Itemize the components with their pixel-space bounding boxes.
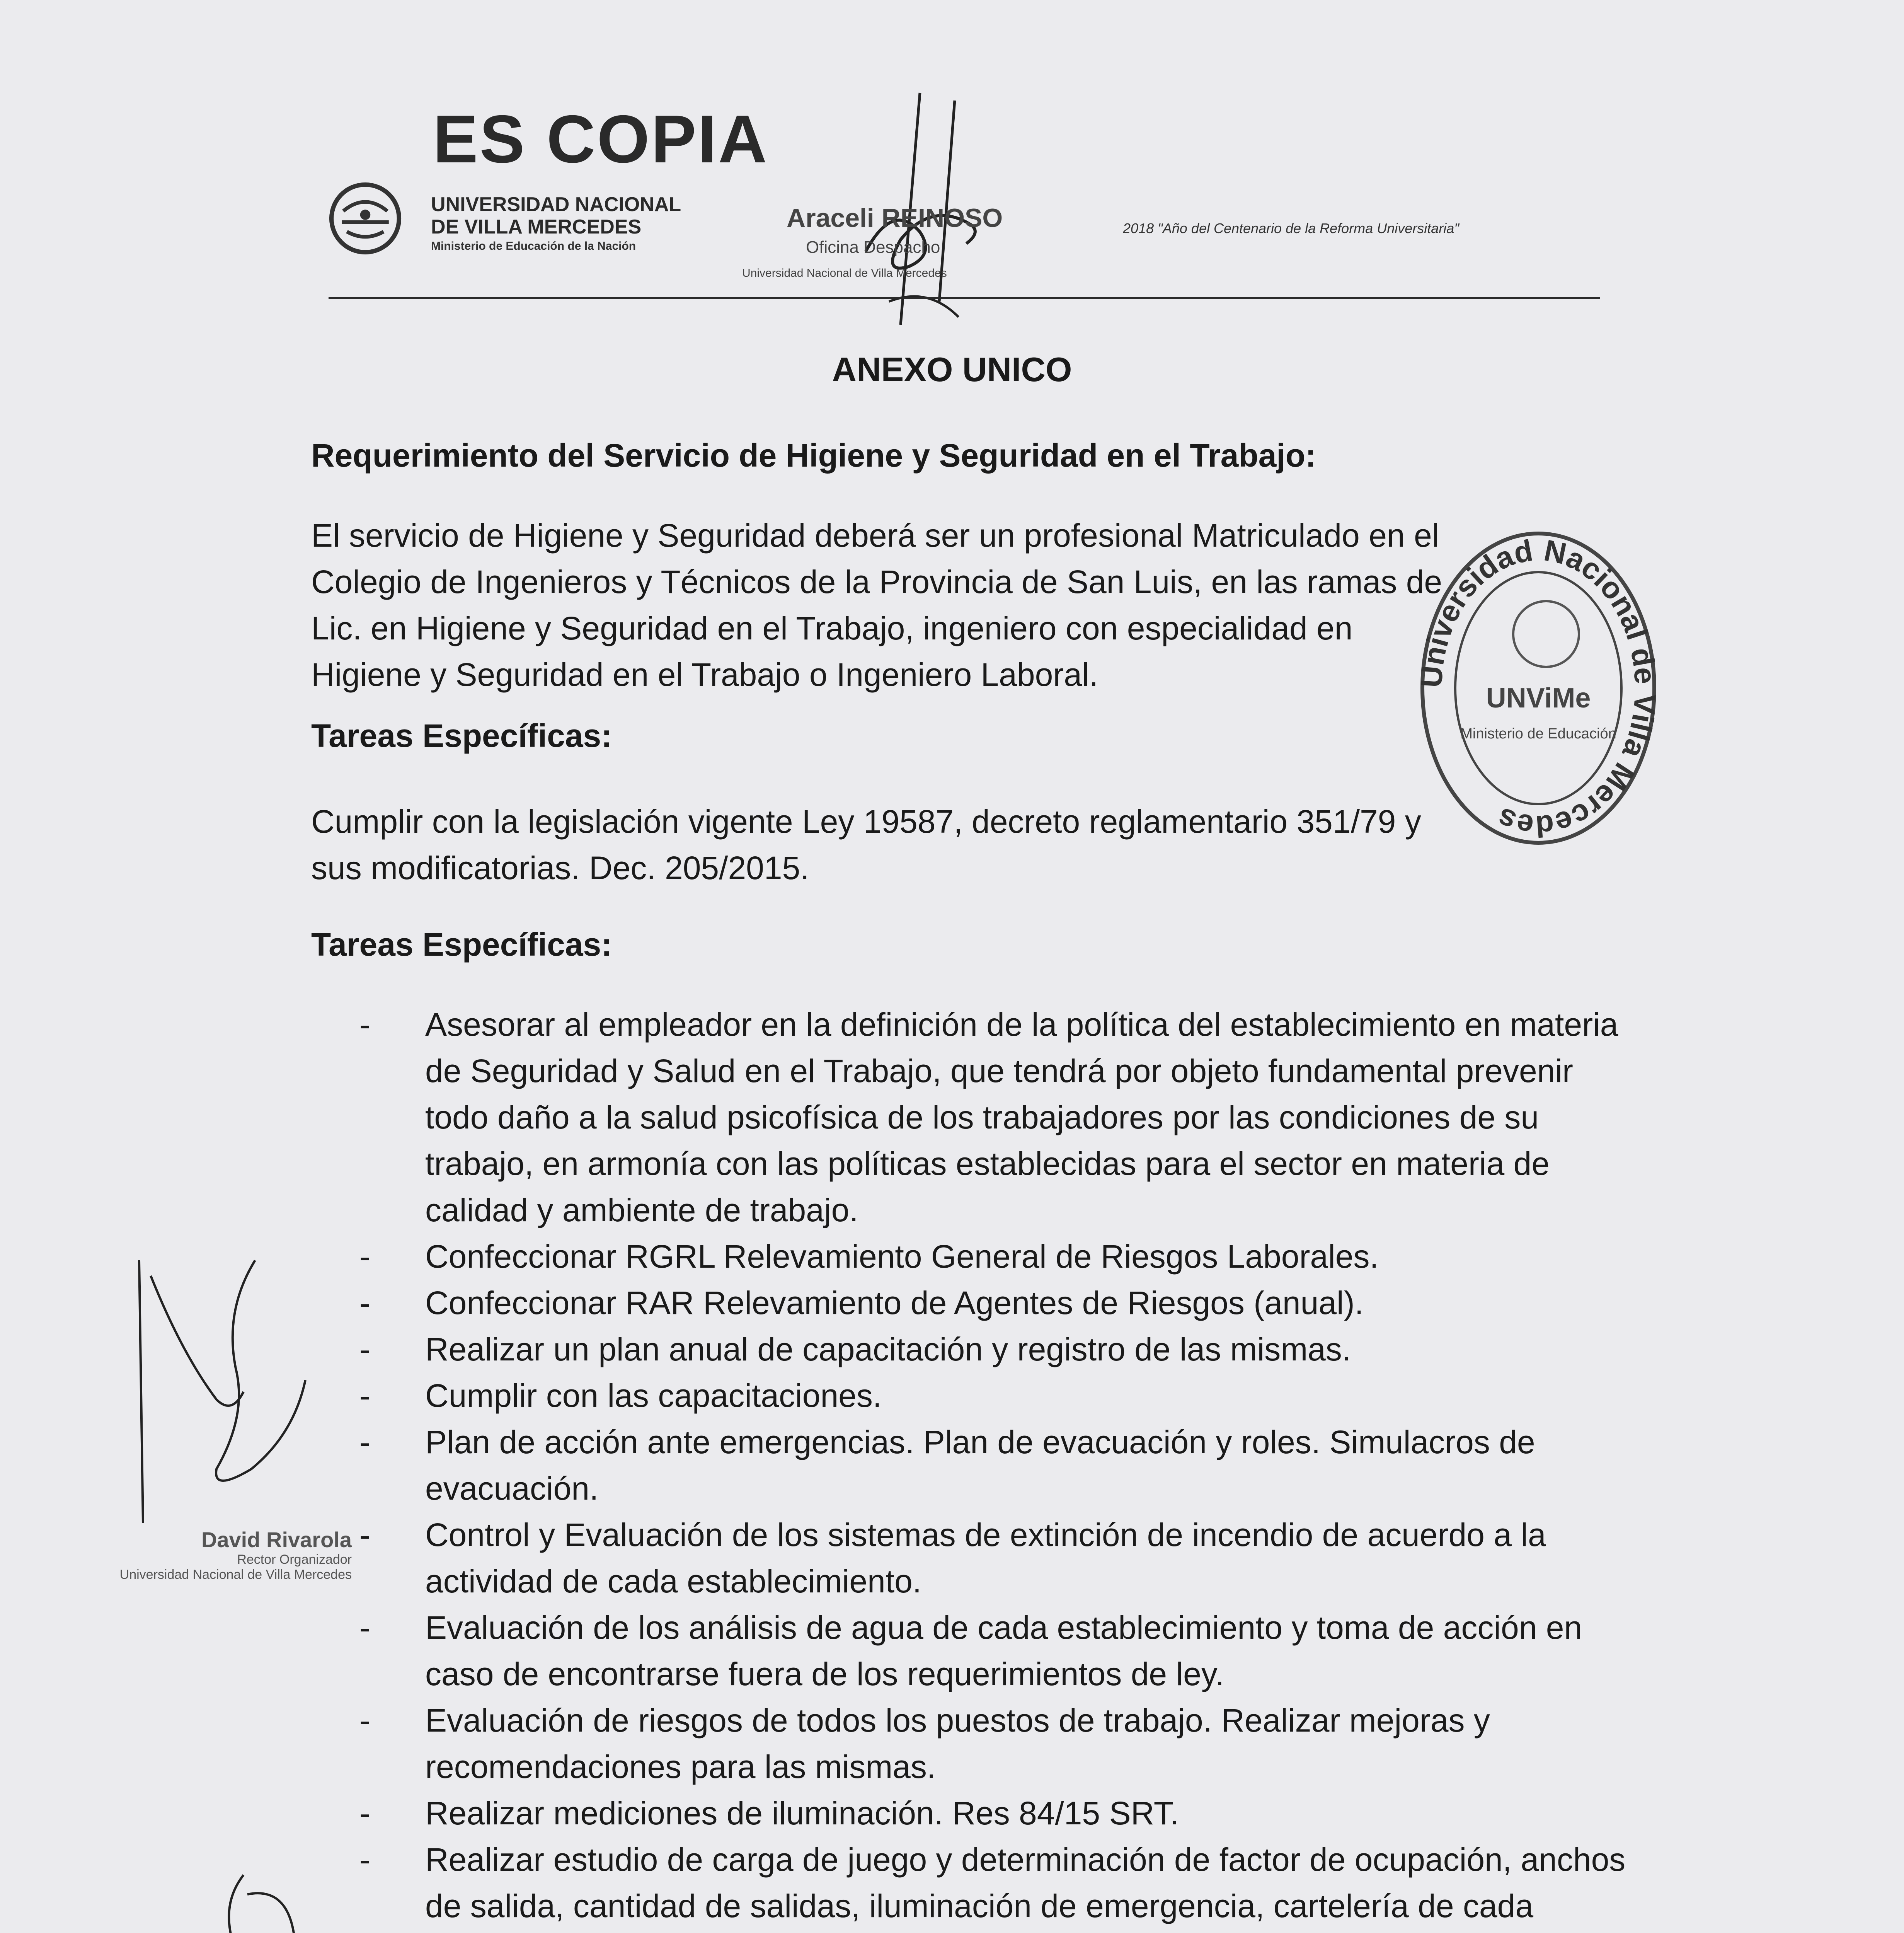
list-item: - Evaluación de riesgos de todos los puestos de trabajo. Realizar mejoras y recomendaciones para las mismas. xyxy=(359,1697,1635,1790)
university-ministry: Ministerio de Educación de la Nación xyxy=(431,240,636,252)
certifier-name: Araceli REINOSO xyxy=(787,203,1003,233)
list-item: - Realizar un plan anual de capacitación y registro de las mismas. xyxy=(359,1326,1635,1372)
section3-heading: Tareas Específicas: xyxy=(311,926,612,963)
university-logo xyxy=(329,182,402,255)
document-title: ANEXO UNICO xyxy=(832,350,1072,389)
university-name-line1: UNIVERSIDAD NACIONAL xyxy=(431,193,681,216)
list-item: - Evaluación de los análisis de agua de cada establecimiento y toma de acción en caso de encontrarse fuera de los requerimientos de ley. xyxy=(359,1604,1635,1697)
section1-heading: Requerimiento del Servicio de Higiene y Seguridad en el Trabajo: xyxy=(311,437,1316,474)
seal-center-text: UNViMe xyxy=(1486,683,1591,714)
list-item: - Cumplir con las capacitaciones. xyxy=(359,1372,1635,1419)
section2-heading: Tareas Específicas: xyxy=(311,718,612,754)
list-item: - Confeccionar RAR Relevamiento de Agentes de Riesgos (anual). xyxy=(359,1280,1635,1326)
list-item: - Realizar estudio de carga de juego y determinación de factor de ocupación, anchos de salida, cantidad de salidas, iluminación de emergencia, cartelería de cada xyxy=(359,1836,1635,1933)
section1-line: Colegio de Ingenieros y Técnicos de la Provincia de San Luis, en las ramas de xyxy=(311,564,1442,600)
rector-title: Rector Organizador xyxy=(237,1552,352,1567)
section1-paragraph xyxy=(311,512,1442,698)
certifier-university: Universidad Nacional de Villa Mercedes xyxy=(742,267,947,280)
seal-sub-text: Ministerio de Educación xyxy=(1460,726,1616,742)
header-divider xyxy=(329,297,1600,299)
list-item: - Realizar mediciones de iluminación. Res 84/15 SRT. xyxy=(359,1790,1635,1836)
section2-line: Cumplir con la legislación vigente Ley 19587, decreto reglamentario 351/79 y xyxy=(311,803,1421,840)
certifier-office: Oficina Despacho xyxy=(806,238,940,257)
seal-ring-text: Universidad Nacional de Villa Mercedes xyxy=(1414,533,1663,844)
section2-paragraph xyxy=(311,798,1421,891)
section1-line: Lic. en Higiene y Seguridad en el Trabajo, ingeniero con especialidad en xyxy=(311,610,1353,646)
university-name xyxy=(431,193,681,238)
section2-line: sus modificatorias. Dec. 205/2015. xyxy=(311,850,809,886)
list-item: - Confeccionar RGRL Relevamiento General de Riesgos Laborales. xyxy=(359,1233,1635,1280)
rector-signature xyxy=(128,1253,329,1531)
rector-university: Universidad Nacional de Villa Mercedes xyxy=(119,1567,352,1582)
tasks-list xyxy=(359,1001,1635,1933)
section1-line: Higiene y Seguridad en el Trabajo o Ingeniero Laboral. xyxy=(311,656,1098,693)
list-item: - Plan de acción ante emergencias. Plan de evacuación y roles. Simulacros de evacuación. xyxy=(359,1419,1635,1512)
list-item: - Asesorar al empleador en la definición de la política del establecimiento en materia de Seguridad y Salud en el Trabajo, que tendrá por objeto fundamental prevenir todo daño a la salud psicofísica de los trabajadores por las condiciones de su trabajo, en armonía con las políticas establecidas para el sector en materia de calidad y ambiente de trabajo. xyxy=(359,1001,1635,1233)
list-item: - Control y Evaluación de los sistemas de extinción de incendio de acuerdo a la actividad de cada establecimiento. xyxy=(359,1512,1635,1604)
rector-name: David Rivarola xyxy=(201,1527,352,1552)
university-seal xyxy=(1407,506,1670,866)
year-note: 2018 "Año del Centenario de la Reforma Universitaria" xyxy=(1123,220,1460,236)
section1-line: El servicio de Higiene y Seguridad deberá ser un profesional Matriculado en el xyxy=(311,517,1439,554)
university-name-line2: DE VILLA MERCEDES xyxy=(431,216,642,238)
rector-signature-block xyxy=(100,1527,352,1582)
es-copia-stamp: ES COPIA xyxy=(433,102,769,177)
secretary-signature xyxy=(209,1863,410,1933)
